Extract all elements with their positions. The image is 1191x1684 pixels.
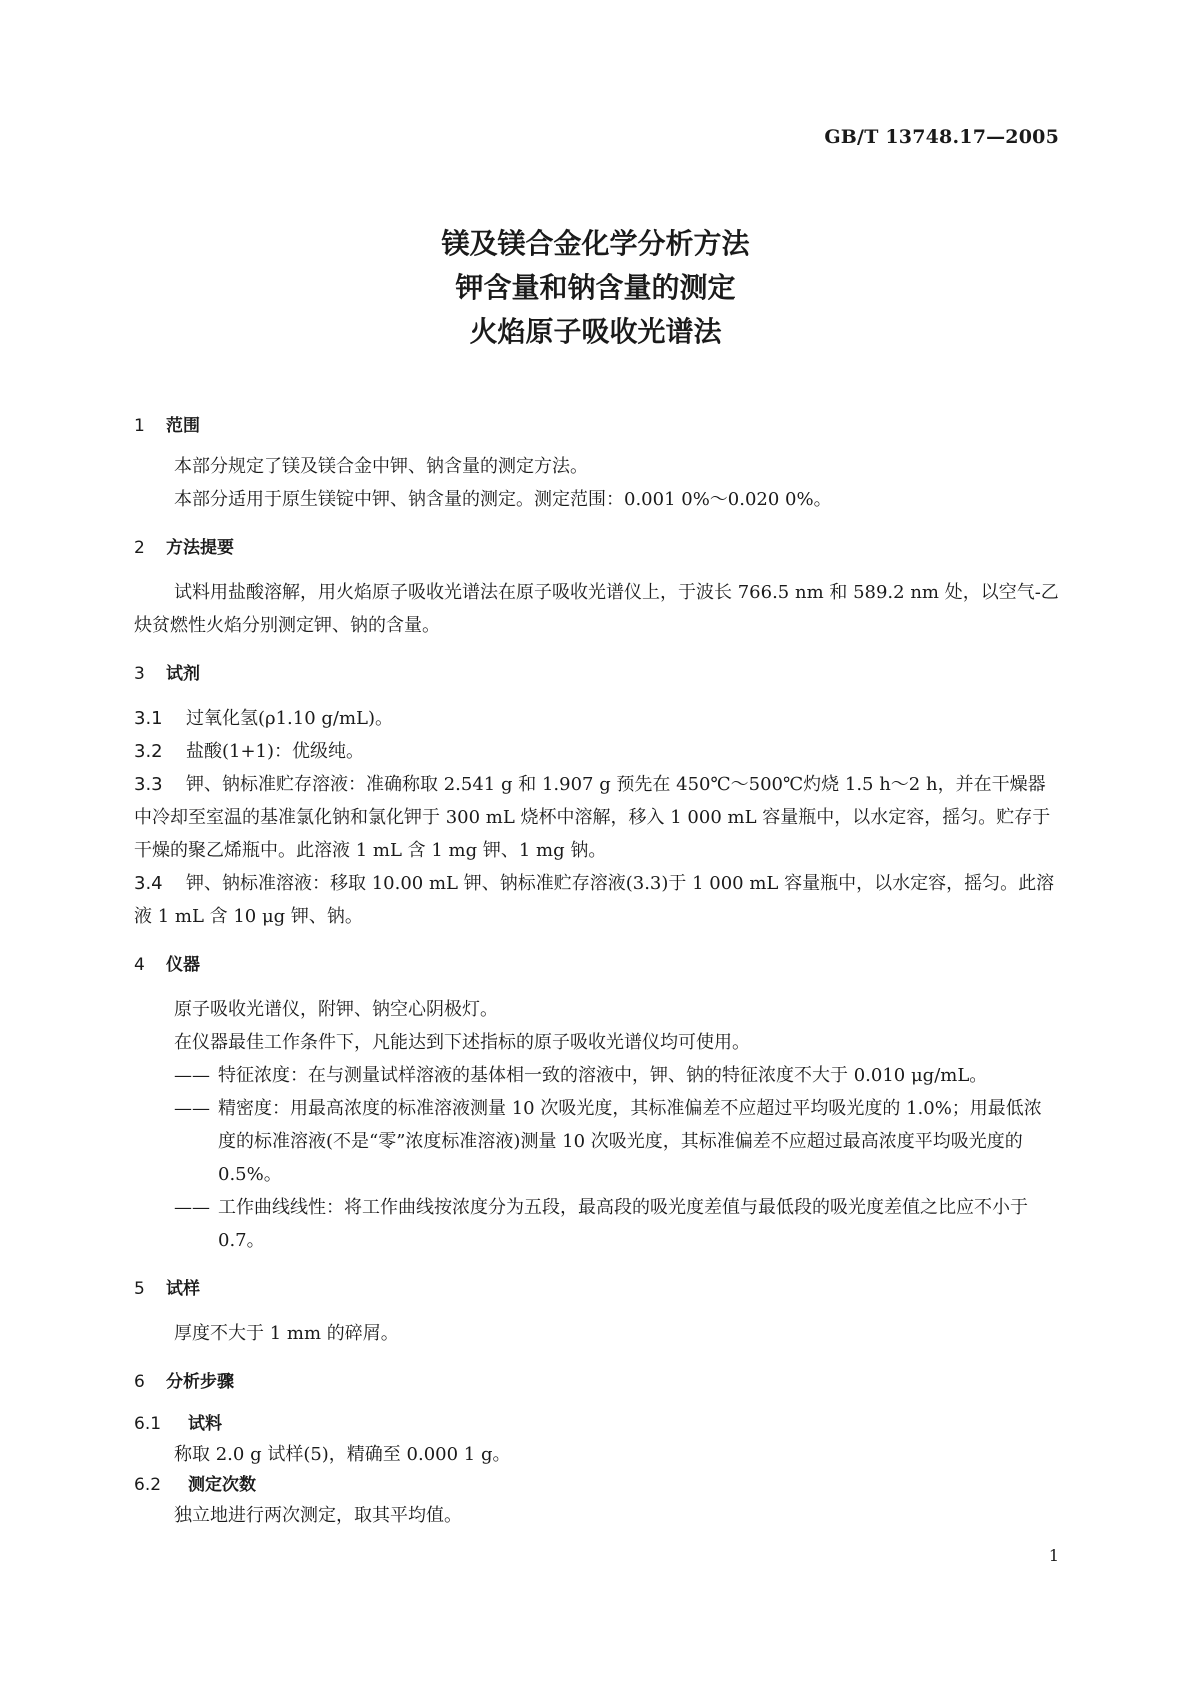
section-4-para-2: 在仪器最佳工作条件下，凡能达到下述指标的原子吸收光谱仪均可使用。 [174,1032,750,1053]
title-line-3: 火焰原子吸收光谱法 [469,315,722,348]
title-line-1: 镁及镁合金化学分析方法 [441,227,750,260]
section-6-2-heading: 6.2 测定次数 [134,1475,256,1495]
reagent-3-2: 3.2 盐酸(1+1)：优级纯。 [134,741,365,762]
reagent-3-4: 3.4 钾、钠标准溶液：移取 10.00 mL 钾、钠标准贮存溶液(3.3)于 1 000 mL 容量瓶中，以水定容，摇匀。此溶液 1 mL 含 10 μg 钾、钠。 [134,873,1055,927]
section-1-heading: 1 范围 [134,416,200,436]
section-2-heading: 2 方法提要 [134,538,234,558]
section-1-para-1: 本部分规定了镁及镁合金中钾、钠含量的测定方法。 [174,456,588,477]
section-1-para-2: 本部分适用于原生镁锭中钾、钠含量的测定。测定范围：0.001 0%～0.020 0%。 [174,489,832,510]
spec-characteristic-concentration: —— 特征浓度：在与测量试样溶液的基体相一致的溶液中，钾、钠的特征浓度不大于 0.010 μg/mL。 [174,1065,988,1086]
spec-precision: —— 精密度：用最高浓度的标准溶液测量 10 次吸光度，其标准偏差不应超过平均吸光度的 1.0%；用最低浓度的标准溶液(不是“零”浓度标准溶液)测量 10 次吸光度，其标准偏差不应超过最高浓度平均吸光度的 0.5%。 [174,1098,1042,1185]
page-number: 1 [1048,1546,1059,1565]
spec-linearity: —— 工作曲线线性：将工作曲线按浓度分为五段，最高段的吸光度差值与最低段的吸光度差值之比应不小于 0.7。 [174,1197,1028,1251]
document-body [134,412,1059,1532]
section-5-para-1: 厚度不大于 1 mm 的碎屑。 [174,1323,399,1344]
section-6-1-heading: 6.1 试料 [134,1414,222,1434]
section-5-heading: 5 试样 [134,1279,200,1299]
section-6-1-para: 称取 2.0 g 试样(5)，精确至 0.000 1 g。 [174,1444,511,1465]
section-2-para-1: 试料用盐酸溶解，用火焰原子吸收光谱法在原子吸收光谱仪上，于波长 766.5 nm 和 589.2 nm 处，以空气-乙炔贫燃性火焰分别测定钾、钠的含量。 [134,582,1059,636]
standard-number: GB/T 13748.17—2005 [824,126,1059,148]
title-line-2: 钾含量和钠含量的测定 [455,271,736,304]
reagent-3-1: 3.1 过氧化氢(ρ1.10 g/mL)。 [134,708,394,729]
section-6-heading: 6 分析步骤 [134,1372,234,1392]
document-title [0,222,1191,354]
section-4-para-1: 原子吸收光谱仪，附钾、钠空心阴极灯。 [174,999,498,1020]
section-4-heading: 4 仪器 [134,955,200,975]
section-3-heading: 3 试剂 [134,664,200,684]
reagent-3-3: 3.3 钾、钠标准贮存溶液：准确称取 2.541 g 和 1.907 g 预先在 450℃～500℃灼烧 1.5 h～2 h，并在干燥器中冷却至室温的基准氯化钠和氯化钾于 300 mL 烧杯中溶解，移入 1 000 mL 容量瓶中，以水定容，摇匀。贮存于干燥的聚乙烯瓶中。此溶液 1 mL 含 1 mg 钾、1 mg 钠。 [134,774,1051,861]
section-6-2-para: 独立地进行两次测定，取其平均值。 [174,1505,462,1526]
